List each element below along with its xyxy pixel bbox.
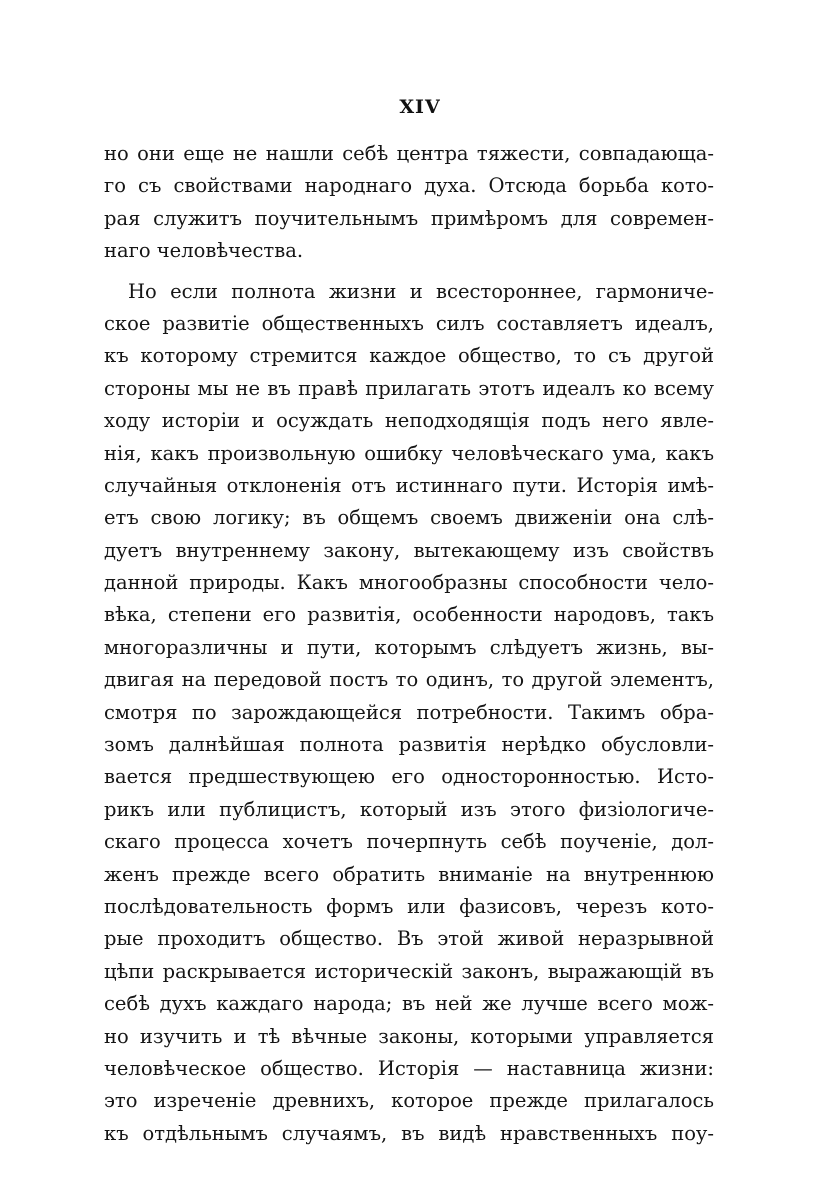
text-line: цѣпи раскрывается историческій законъ, выражающій въ: [104, 959, 714, 983]
text-line: Но если полнота жизни и всестороннее, гармониче-: [128, 279, 714, 303]
text-line: къ отдѣльнымъ случаямъ, въ видѣ нравственныхъ поу-: [104, 1121, 714, 1145]
text-line: это изреченіе древнихъ, которое прежде прилагалось: [104, 1089, 714, 1113]
text-line: стороны мы не въ правѣ прилагать этотъ идеалъ ко всему: [104, 376, 714, 400]
text-line: етъ свою логику; въ общемъ своемъ движеніи она слѣ-: [104, 506, 714, 530]
text-line: къ которому стремится каждое общество, то съ другой: [104, 344, 714, 368]
text-line: рые проходитъ общество. Въ этой живой неразрывной: [104, 927, 714, 951]
body-text: [104, 138, 714, 1150]
text-line: рая служитъ поучительнымъ примѣромъ для современ-: [104, 206, 714, 230]
text-line: но они еще не нашли себѣ центра тяжести, совпадающа-: [104, 142, 714, 165]
paragraph-1: [104, 138, 714, 268]
text-line: нія, какъ произвольную ошибку человѣческаго ума, какъ: [104, 441, 714, 465]
text-line: го съ свойствами народнаго духа. Отсюда борьба кото-: [104, 174, 714, 198]
text-line: но изучить и тѣ вѣчные законы, которыми управляется: [104, 1024, 714, 1048]
text-line: ходу исторіи и осуждать неподходящія подъ него явле-: [104, 409, 714, 433]
text-line: скаго процесса хочетъ почерпнуть себѣ поученіе, дол-: [104, 830, 714, 854]
text-line: человѣческое общество. Исторія — наставница жизни:: [104, 1056, 714, 1080]
text-line: двигая на передовой постъ то одинъ, то другой элементъ,: [104, 668, 714, 692]
text-line: дуетъ внутреннему закону, вытекающему изъ свойствъ: [104, 538, 714, 562]
text-line: рикъ или публицистъ, который изъ этого физіологиче-: [104, 797, 714, 821]
text-line: наго человѣчества.: [104, 239, 304, 263]
text-line: ское развитіе общественныхъ силъ составляетъ идеалъ,: [104, 311, 714, 335]
text-line: смотря по зарождающейся потребности. Такимъ обра-: [104, 700, 714, 724]
text-line: данной природы. Какъ многообразны способности чело-: [104, 571, 714, 595]
text-line: вѣка, степени его развитія, особенности народовъ, такъ: [104, 603, 714, 627]
text-line: себѣ духъ каждаго народа; въ ней же лучше всего мож-: [104, 992, 714, 1016]
text-line: женъ прежде всего обратить вниманіе на внутреннюю: [104, 862, 714, 886]
text-line: послѣдовательность формъ или фазисовъ, черезъ кото-: [104, 894, 714, 918]
page-number: XIV: [399, 96, 441, 118]
text-line: зомъ далнѣйшая полнота развитія нерѣдко обусловли-: [104, 733, 714, 757]
paragraph-2: [104, 276, 714, 1151]
text-line: вается предшествующею его односторонностью. Исто-: [104, 765, 714, 789]
text-line: многоразличны и пути, которымъ слѣдуетъ жизнь, вы-: [104, 635, 714, 659]
text-line: случайныя отклоненія отъ истиннаго пути. Исторія имѣ-: [104, 473, 714, 497]
